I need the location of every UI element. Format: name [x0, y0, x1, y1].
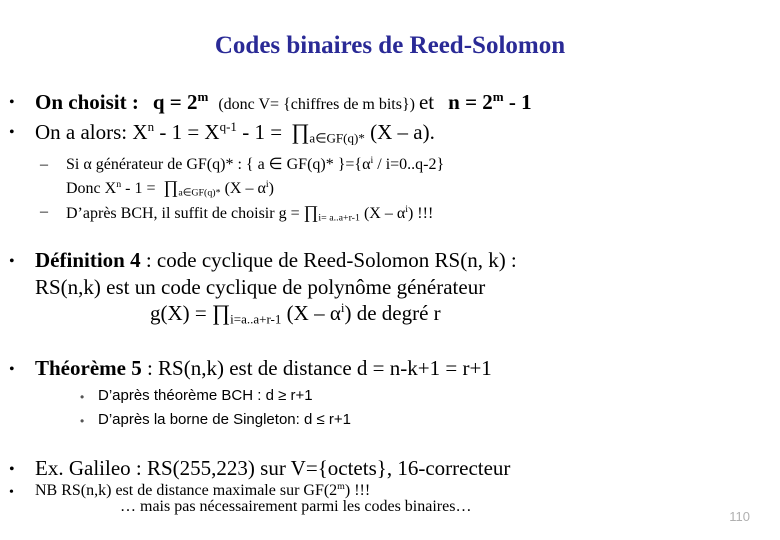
product-symbol: ∏ [303, 202, 319, 222]
definition-line-1: Définition 4 : code cyclique de Reed-Solomon RS(n, k) : [35, 248, 517, 272]
dash-icon: – [40, 203, 48, 220]
generator-line: Si α générateur de GF(q)* : { a ∈ GF(q)* }$=\{\alpha^i / i=0..q-2\}$ [66, 155, 445, 173]
bullet-icon: • [9, 461, 15, 478]
line-factorization: On a alors: $X^n - 1 = X^{q-1} - 1$ = $\prod_{a\in GF(q)*}$ (X – a). [35, 119, 435, 146]
n-definition: $n = 2^m - 1$ [448, 89, 532, 114]
product-symbol: ∏ [291, 119, 310, 144]
consequence-line: Donc $X^n - 1$ = $\prod_{a\in GF(q)*}$ $(X - \alpha^i)$ [66, 177, 274, 199]
theorem-label: Théorème 5 [35, 356, 142, 380]
product-symbol: ∏ [163, 177, 179, 197]
product-symbol: ∏ [212, 300, 231, 325]
sub-bullet-icon: • [80, 414, 85, 428]
bullet-icon: • [9, 94, 15, 111]
example-line: Ex. Galileo : RS(255,223) sur V={octets}, 16-correcteur [35, 456, 511, 480]
sub-bullet-icon: • [80, 390, 85, 404]
line-choice [35, 89, 532, 114]
nb-line: NB RS(n,k) est de distance maximale sur GF(2$^m$) !!! [35, 481, 371, 499]
bullet-icon: • [9, 253, 15, 270]
theorem-item: D’après la borne de Singleton: d ≤ r+1 [98, 411, 351, 428]
dash-icon: – [40, 156, 48, 173]
theorem-line: Théorème 5 : RS(n,k) est de distance d = n-k+1 = r+1 [35, 356, 492, 380]
bullet-icon: • [9, 485, 14, 500]
line-choice-intro: On choisit : [35, 90, 139, 114]
theorem-item: D’après théorème BCH : d ≥ r+1 [98, 387, 313, 404]
definition-line-2: RS(n,k) est un code cyclique de polynôme générateur [35, 275, 486, 299]
page-number: 110 [729, 509, 750, 524]
bullet-icon: • [9, 124, 15, 141]
conjunction: et [418, 90, 435, 114]
definition-line-3: $g(X) = \prod_{i=a..a+r-1}$ $(X - \alpha^i)$ de degré r [150, 300, 441, 327]
bch-line: D’après BCH, il suffit de choisir $g = \prod_{i= a..a+r-1}$ $(X - \alpha^i)$ !!! [66, 202, 434, 224]
page-title: Codes binaires de Reed-Solomon [214, 32, 566, 59]
bullet-icon: • [9, 361, 15, 378]
q-definition: $q = 2^m$ [152, 89, 209, 114]
v-definition: (donc V= {chiffres de m bits}) [218, 96, 415, 113]
definition-label: Définition 4 [35, 248, 141, 272]
nb-line-2: … mais pas nécessairement parmi les codes binaires… [120, 498, 472, 515]
